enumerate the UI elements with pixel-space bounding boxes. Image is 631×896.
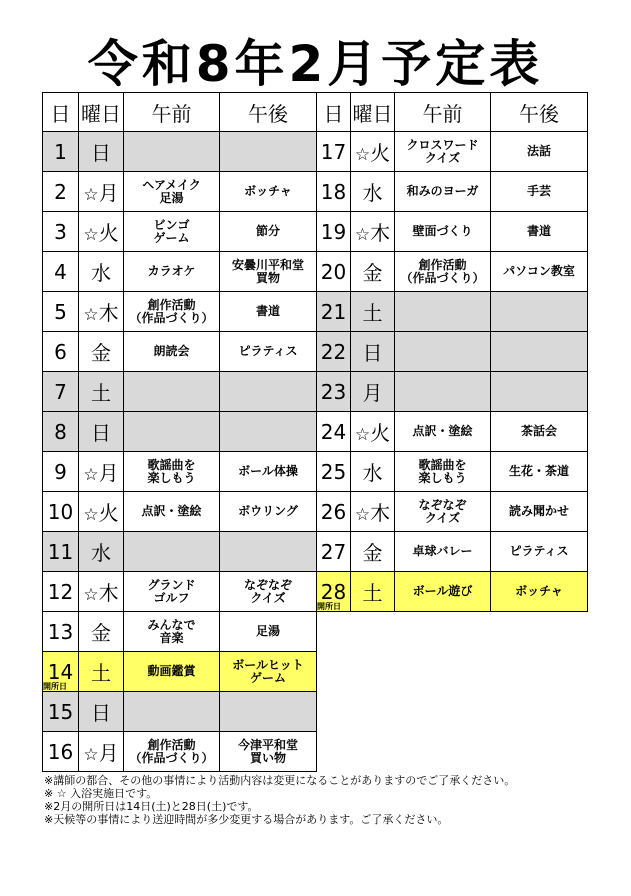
weekday-cell: [351, 412, 395, 452]
am-activity: 歌謡曲を 楽しもう: [124, 452, 220, 492]
am-activity: グランド ゴルフ: [124, 572, 220, 612]
weekday-label: 火: [370, 421, 391, 445]
day-number: 6: [54, 339, 67, 364]
am-activity: みんなで 音楽: [124, 612, 220, 652]
pm-activity: [220, 692, 317, 732]
weekday-label: 木: [98, 581, 119, 605]
weekday-label: 日: [91, 141, 111, 165]
day-cell: [43, 292, 79, 332]
weekday-cell: [351, 132, 395, 172]
schedule-row: [43, 572, 317, 612]
day-number: 12: [47, 579, 74, 604]
header-am: 午前: [395, 93, 491, 132]
pm-activity: パソコン教室: [491, 252, 588, 292]
weekday-label: 木: [370, 221, 391, 245]
day-cell: [317, 292, 351, 332]
pm-activity: ピラティス: [491, 532, 588, 572]
weekday-cell: [351, 372, 395, 412]
header-weekday: 曜日: [351, 93, 395, 132]
am-activity: ヘアメイク 足湯: [124, 172, 220, 212]
am-activity: ボール遊び: [395, 572, 491, 612]
pm-activity: ボール体操: [220, 452, 317, 492]
schedule-row: [317, 292, 588, 332]
header-day: 日: [43, 93, 79, 132]
am-activity: なぞなぞ クイズ: [395, 492, 491, 532]
am-activity: [124, 692, 220, 732]
day-cell: [43, 212, 79, 252]
pm-activity: [491, 292, 588, 332]
bath-star-icon: ☆: [83, 225, 99, 245]
day-cell: [43, 132, 79, 172]
weekday-cell: [351, 332, 395, 372]
weekday-cell: [79, 692, 124, 732]
pm-activity: 生花・茶道: [491, 452, 588, 492]
am-activity: ビンゴ ゲーム: [124, 212, 220, 252]
schedule-row: [43, 652, 317, 692]
weekday-label: 火: [98, 501, 119, 525]
day-cell: [317, 252, 351, 292]
note-line: ※2月の開所日は14日(土)と28日(土)です。: [44, 800, 259, 813]
schedule-row: [43, 372, 317, 412]
header-weekday: 曜日: [79, 93, 124, 132]
am-activity: 壁面づくり: [395, 212, 491, 252]
schedule-row: [317, 532, 588, 572]
weekday-label: 金: [362, 261, 383, 285]
weekday-cell: [351, 492, 395, 532]
pm-activity: [220, 372, 317, 412]
day-cell: [43, 532, 79, 572]
note-line: ※天候等の事情により送迎時間が多少変更する場合があります。ご了承ください。: [44, 813, 449, 826]
pm-activity: 書道: [491, 212, 588, 252]
weekday-label: 月: [98, 461, 119, 485]
weekday-cell: [351, 532, 395, 572]
day-number: 13: [47, 619, 74, 644]
header-day: 日: [317, 93, 351, 132]
pm-activity: ボールヒット ゲーム: [220, 652, 317, 692]
weekday-label: 金: [362, 541, 383, 565]
weekday-cell: [79, 652, 124, 692]
notes: [44, 774, 515, 826]
day-cell: [317, 172, 351, 212]
weekday-label: 土: [362, 301, 383, 325]
am-activity: [395, 372, 491, 412]
pm-activity: [220, 412, 317, 452]
weekday-label: 日: [362, 341, 383, 365]
day-cell: [43, 572, 79, 612]
schedule-row: [317, 132, 588, 172]
schedule-row: [43, 412, 317, 452]
day-number: 11: [47, 539, 74, 564]
weekday-label: 土: [362, 581, 383, 605]
weekday-cell: [79, 412, 124, 452]
day-number: 21: [320, 299, 347, 324]
day-number: 18: [320, 179, 347, 204]
schedule-row: [43, 252, 317, 292]
weekday-cell: [79, 132, 124, 172]
schedule-body-right: [317, 132, 588, 612]
day-number: 19: [320, 219, 347, 244]
day-cell: [43, 612, 79, 652]
am-activity: 創作活動 （作品づくり）: [124, 292, 220, 332]
weekday-cell: [351, 172, 395, 212]
weekday-cell: [79, 372, 124, 412]
day-number: 22: [320, 339, 347, 364]
am-activity: 創作活動 （作品づくり）: [395, 252, 491, 292]
weekday-label: 木: [370, 501, 391, 525]
am-activity: [124, 412, 220, 452]
day-number: 8: [54, 419, 67, 444]
weekday-cell: [351, 572, 395, 612]
day-cell: [43, 452, 79, 492]
bath-star-icon: ☆: [83, 585, 99, 605]
weekday-cell: [79, 572, 124, 612]
day-number: 20: [320, 259, 347, 284]
schedule-row: [43, 292, 317, 332]
pm-activity: 足湯: [220, 612, 317, 652]
day-cell: [43, 172, 79, 212]
weekday-label: 金: [91, 341, 111, 365]
pm-activity: 節分: [220, 212, 317, 252]
day-number: 5: [54, 299, 67, 324]
bath-star-icon: ☆: [354, 145, 371, 165]
pm-activity: 書道: [220, 292, 317, 332]
day-cell: [317, 492, 351, 532]
weekday-cell: [79, 612, 124, 652]
schedule-body-left: [43, 132, 317, 772]
day-cell: [317, 132, 351, 172]
schedule-row: [43, 532, 317, 572]
weekday-cell: [79, 332, 124, 372]
weekday-label: 月: [98, 741, 119, 765]
day-number: 1: [54, 139, 67, 164]
day-number: 15: [47, 699, 74, 724]
day-number: 27: [320, 539, 347, 564]
weekday-cell: [79, 532, 124, 572]
weekday-label: 火: [98, 221, 119, 245]
day-number: 14: [47, 659, 74, 684]
day-cell: [43, 332, 79, 372]
am-activity: クロスワード クイズ: [395, 132, 491, 172]
pm-activity: ボッチャ: [491, 572, 588, 612]
schedule-table-right: [316, 92, 588, 612]
note-line: ※講師の都合、その他の事情により活動内容は変更になることがありますのでご了承ください。: [44, 774, 516, 787]
am-activity: [395, 292, 491, 332]
schedule-row: [43, 612, 317, 652]
weekday-label: 水: [362, 461, 383, 485]
weekday-label: 日: [91, 701, 111, 725]
pm-activity: [220, 532, 317, 572]
pm-activity: 安曇川平和堂 買物: [220, 252, 317, 292]
am-activity: 点訳・塗絵: [395, 412, 491, 452]
bath-star-icon: ☆: [354, 225, 371, 245]
schedule-row: [317, 252, 588, 292]
bath-star-icon: ☆: [83, 745, 99, 765]
day-cell: [317, 212, 351, 252]
schedule-table-left: [42, 92, 317, 772]
day-cell: [43, 492, 79, 532]
day-number: 3: [54, 219, 67, 244]
header-pm: 午後: [491, 93, 588, 132]
schedule-row: [317, 212, 588, 252]
open-day-label: 開所日: [43, 682, 67, 691]
schedule-row: [43, 212, 317, 252]
day-number: 25: [320, 459, 347, 484]
schedule-row: [317, 572, 588, 612]
bath-star-icon: ☆: [83, 185, 99, 205]
am-activity: 創作活動 （作品づくり）: [124, 732, 220, 772]
weekday-cell: [351, 212, 395, 252]
day-number: 17: [320, 139, 347, 164]
open-day-label: 開所日: [317, 602, 341, 611]
weekday-label: 日: [91, 421, 111, 445]
page-title: 令和8年2月予定表: [87, 35, 544, 93]
weekday-label: 水: [91, 541, 111, 565]
pm-activity: なぞなぞ クイズ: [220, 572, 317, 612]
weekday-label: 土: [91, 661, 111, 685]
day-number: 16: [47, 739, 74, 764]
day-number: 23: [320, 379, 347, 404]
schedule-row: [317, 372, 588, 412]
day-number: 4: [54, 259, 67, 284]
schedule-row: [317, 332, 588, 372]
day-cell: [317, 412, 351, 452]
day-number: 26: [320, 499, 347, 524]
weekday-label: 土: [91, 381, 111, 405]
am-activity: [395, 332, 491, 372]
bath-star-icon: ☆: [83, 305, 99, 325]
am-activity: 歌謡曲を 楽しもう: [395, 452, 491, 492]
bath-star-icon: ☆: [354, 425, 371, 445]
header-pm: 午後: [220, 93, 317, 132]
am-activity: 卓球バレー: [395, 532, 491, 572]
pm-activity: 今津平和堂 買い物: [220, 732, 317, 772]
weekday-cell: [79, 732, 124, 772]
note-line: ※ ☆ 入浴実施日です。: [44, 787, 158, 800]
day-cell: [317, 572, 351, 612]
pm-activity: [220, 132, 317, 172]
schedule-row: [43, 452, 317, 492]
day-cell: [43, 652, 79, 692]
weekday-label: 月: [362, 381, 383, 405]
pm-activity: ボッチャ: [220, 172, 317, 212]
day-cell: [317, 372, 351, 412]
day-number: 7: [54, 379, 67, 404]
bath-star-icon: ☆: [354, 505, 371, 525]
am-activity: カラオケ: [124, 252, 220, 292]
schedule-row: [43, 172, 317, 212]
weekday-cell: [79, 452, 124, 492]
weekday-label: 木: [98, 301, 119, 325]
day-number: 10: [47, 499, 74, 524]
day-cell: [317, 332, 351, 372]
day-cell: [43, 412, 79, 452]
weekday-label: 月: [98, 181, 119, 205]
pm-activity: 読み聞かせ: [491, 492, 588, 532]
day-cell: [43, 732, 79, 772]
weekday-cell: [79, 252, 124, 292]
weekday-cell: [79, 212, 124, 252]
am-activity: 点訳・塗絵: [124, 492, 220, 532]
day-cell: [317, 532, 351, 572]
day-cell: [43, 372, 79, 412]
weekday-label: 水: [91, 261, 111, 285]
weekday-cell: [79, 292, 124, 332]
weekday-cell: [351, 452, 395, 492]
schedule-row: [43, 492, 317, 532]
weekday-cell: [79, 172, 124, 212]
am-activity: [124, 372, 220, 412]
weekday-label: 火: [370, 141, 391, 165]
day-number: 28: [320, 579, 347, 604]
am-activity: [124, 532, 220, 572]
schedule-row: [43, 332, 317, 372]
schedule-row: [43, 692, 317, 732]
pm-activity: 法話: [491, 132, 588, 172]
bath-star-icon: ☆: [83, 465, 99, 485]
schedule-row: [317, 172, 588, 212]
weekday-label: 水: [362, 181, 383, 205]
schedule-row: [317, 452, 588, 492]
header-am: 午前: [124, 93, 220, 132]
am-activity: 朗読会: [124, 332, 220, 372]
weekday-cell: [79, 492, 124, 532]
weekday-label: 金: [91, 621, 111, 645]
day-number: 24: [320, 419, 347, 444]
schedule-row: [43, 732, 317, 772]
pm-activity: [491, 332, 588, 372]
pm-activity: [491, 372, 588, 412]
day-cell: [43, 252, 79, 292]
am-activity: [124, 132, 220, 172]
day-number: 9: [54, 459, 67, 484]
day-cell: [43, 692, 79, 732]
schedule-row: [43, 132, 317, 172]
am-activity: 和みのヨーガ: [395, 172, 491, 212]
pm-activity: 茶話会: [491, 412, 588, 452]
am-activity: 動画鑑賞: [124, 652, 220, 692]
day-number: 2: [54, 179, 67, 204]
schedule-row: [317, 492, 588, 532]
bath-star-icon: ☆: [83, 505, 99, 525]
pm-activity: ピラティス: [220, 332, 317, 372]
pm-activity: ボウリング: [220, 492, 317, 532]
schedule-row: [317, 412, 588, 452]
pm-activity: 手芸: [491, 172, 588, 212]
day-cell: [317, 452, 351, 492]
weekday-cell: [351, 252, 395, 292]
weekday-cell: [351, 292, 395, 332]
